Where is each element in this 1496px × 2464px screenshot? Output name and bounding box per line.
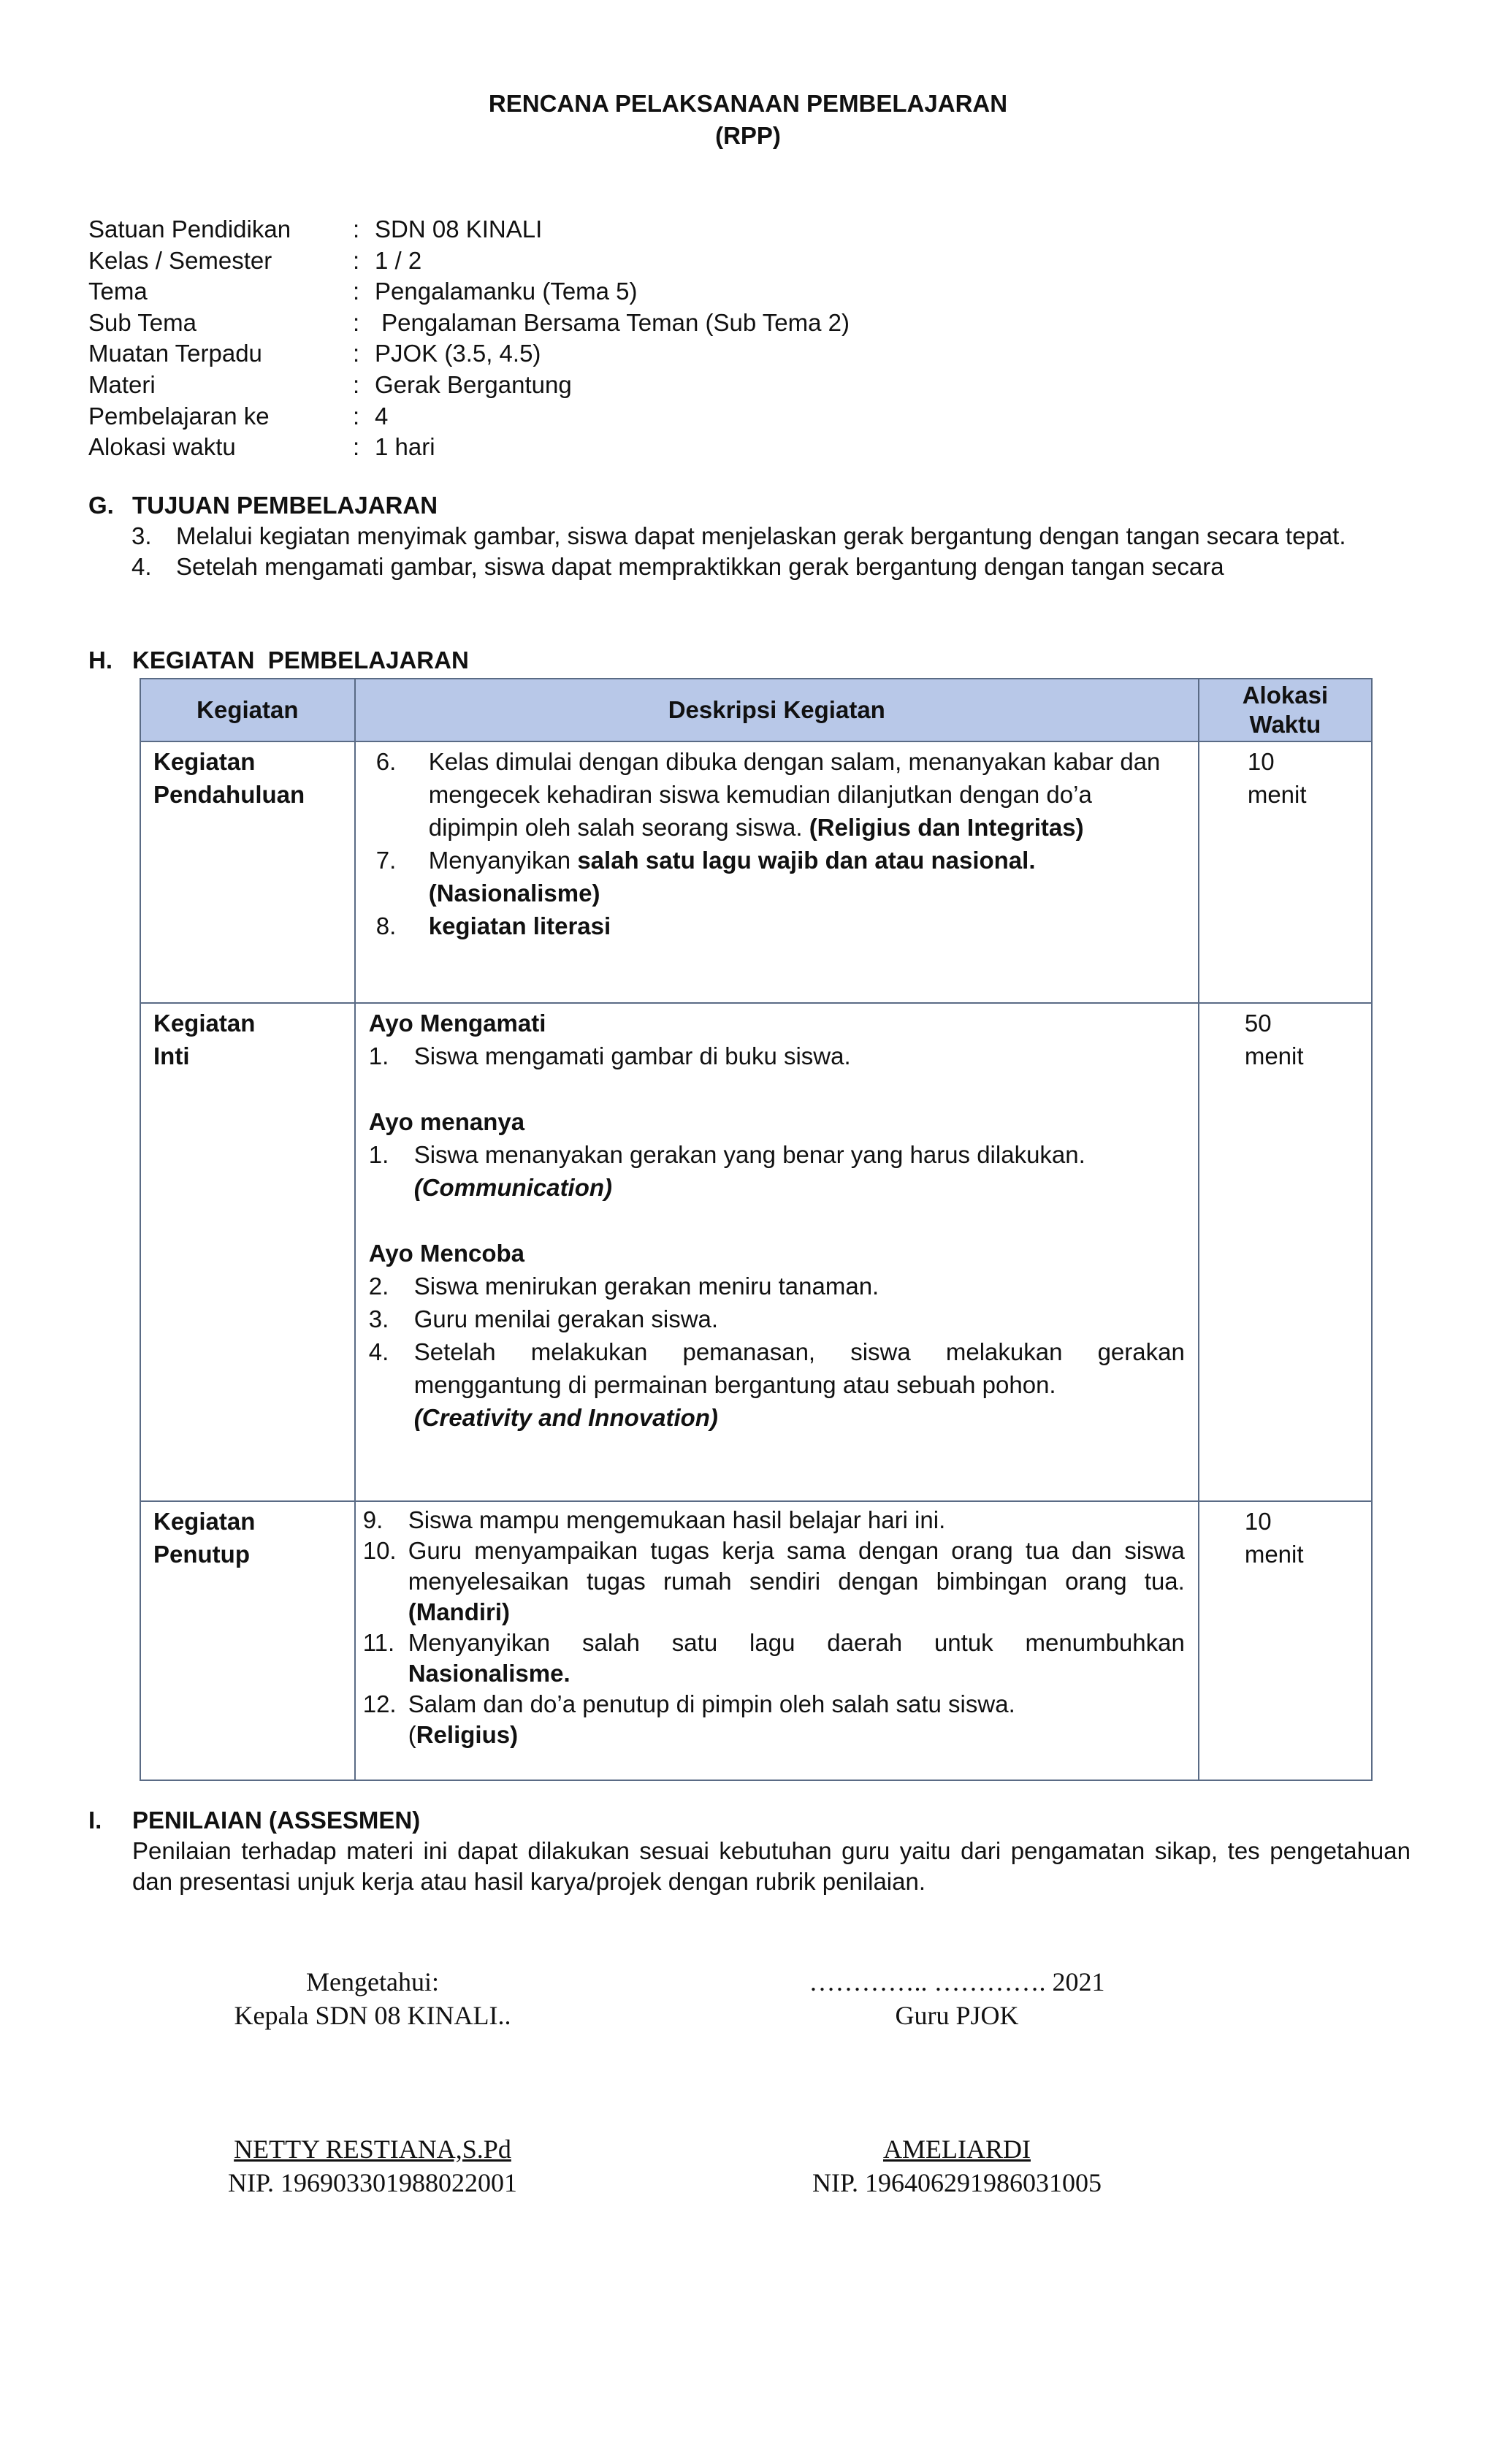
info-colon: : <box>353 215 360 243</box>
signature-date: ………….. …………. 2021 <box>809 1967 1105 1996</box>
sub-heading-menanya: Ayo menanya <box>368 1108 525 1135</box>
sub-heading-mengamati: Ayo Mengamati <box>368 1010 546 1037</box>
list-text <box>429 745 1185 844</box>
table-row <box>140 1501 1372 1780</box>
signature-right-name-block <box>745 2132 1169 2200</box>
section-title: PENILAIAN (ASSESMEN) <box>132 1807 421 1834</box>
value-tag: (Communication) <box>413 1174 613 1201</box>
list-item <box>369 1302 1185 1335</box>
list-item <box>131 552 1411 582</box>
row-label-line: Kegiatan <box>153 1010 256 1037</box>
row-label-pendahuluan <box>140 741 355 1003</box>
info-row-subtema <box>88 308 850 339</box>
list-item <box>369 1270 1185 1302</box>
list-number: 11. <box>362 1629 395 1656</box>
list-text: Siswa mengamati gambar di buku siswa. <box>413 1042 851 1069</box>
info-label: Pembelajaran ke <box>88 402 270 430</box>
info-row-tema <box>88 276 850 308</box>
section-heading <box>88 1805 1411 1836</box>
list-number: 4. <box>368 1338 389 1365</box>
list-item <box>369 1138 1185 1171</box>
list-text-plain: Kelas dimulai dengan dibuka dengan salam, menanyakan kabar dan mengecek kehadiran siswa kemudian dilanjutkan dengan do’a dipimpin oleh salah seorang siswa. <box>428 748 1161 841</box>
time-unit: menit <box>1247 781 1307 808</box>
info-label: Materi <box>88 370 156 398</box>
row-label-line: Inti <box>153 1042 190 1069</box>
time-unit: menit <box>1244 1541 1304 1568</box>
info-row-materi <box>88 370 850 401</box>
list-item <box>369 1040 1185 1072</box>
info-value: Pengalaman Bersama Teman (Sub Tema 2) <box>375 308 850 336</box>
list-text-plain: Menyanyikan <box>428 847 578 874</box>
list-item <box>363 1505 1185 1536</box>
signature-role: Guru PJOK <box>895 2001 1019 2030</box>
signature-left <box>161 1965 584 2032</box>
list-number: 2. <box>368 1273 389 1300</box>
info-label: Satuan Pendidikan <box>88 215 291 243</box>
section-title: TUJUAN PEMBELAJARAN <box>132 492 438 519</box>
info-row-alokasi <box>88 432 850 463</box>
info-value: 1 hari <box>375 433 435 461</box>
list-item <box>376 909 1185 942</box>
closing-tag-bold: Religius) <box>416 1721 519 1748</box>
signature-name: NETTY RESTIANA,S.Pd <box>234 2135 511 2164</box>
row-time-inti <box>1199 1003 1372 1501</box>
list-number: 3. <box>368 1305 389 1332</box>
signature-nip: NIP. 196406291986031005 <box>812 2168 1102 2197</box>
sub-heading-mencoba: Ayo Mencoba <box>368 1240 525 1267</box>
spacer <box>369 1204 1185 1237</box>
time-value: 50 <box>1244 1010 1272 1037</box>
row-label-line: Kegiatan <box>153 748 256 775</box>
list-number: 3. <box>131 522 152 549</box>
row-label-line: Kegiatan <box>153 1508 256 1535</box>
info-label: Kelas / Semester <box>88 246 272 274</box>
info-label: Muatan Terpadu <box>88 340 262 367</box>
info-row-kelas <box>88 245 850 277</box>
list-text-plain: Salam dan do’a penutup di pimpin oleh salah satu siswa. <box>408 1690 1015 1717</box>
list-text: Siswa menirukan gerakan meniru tanaman. <box>413 1273 879 1300</box>
list-item <box>131 521 1411 552</box>
time-unit: menit <box>1244 1042 1304 1069</box>
list-text <box>408 1505 1185 1536</box>
info-label: Alokasi waktu <box>88 433 236 461</box>
list-number: 1. <box>368 1042 389 1069</box>
time-value: 10 <box>1244 1508 1272 1535</box>
list-text-bold: Nasionalisme. <box>408 1660 570 1687</box>
section-heading <box>88 490 1411 521</box>
header-alokasi-line2: Waktu <box>1249 711 1321 738</box>
info-row-muatan <box>88 338 850 370</box>
list-number: 4. <box>131 553 152 580</box>
header-kegiatan: Kegiatan <box>140 679 355 741</box>
time-value: 10 <box>1247 748 1275 775</box>
list-text: Setelah mengamati gambar, siswa dapat mempraktikkan gerak bergantung dengan tangan secara <box>176 553 1224 580</box>
row-label-line: Penutup <box>153 1541 250 1568</box>
info-value: 4 <box>375 402 389 430</box>
header-alokasi-line1: Alokasi <box>1242 682 1329 709</box>
list-number: 12. <box>362 1690 397 1717</box>
section-letter: I. <box>88 1807 102 1834</box>
list-item <box>363 1689 1185 1720</box>
list-number: 8. <box>375 912 397 939</box>
document-title: RENCANA PELAKSANAAN PEMBELAJARAN <box>488 90 1008 117</box>
section-kegiatan <box>88 645 469 676</box>
list-text-bold: kegiatan literasi <box>428 912 611 939</box>
spacer <box>369 1072 1185 1105</box>
info-colon: : <box>353 433 360 461</box>
list-item <box>369 1335 1185 1401</box>
info-value: 1 / 2 <box>375 246 422 274</box>
info-colon: : <box>353 278 360 305</box>
list-text-plain: Menyanyikan salah satu lagu daerah untuk menumbuhkan <box>408 1629 1185 1656</box>
list-text: Guru menilai gerakan siswa. <box>413 1305 719 1332</box>
info-value: PJOK (3.5, 4.5) <box>375 340 541 367</box>
signature-role: Kepala SDN 08 KINALI.. <box>234 2001 511 2030</box>
section-penilaian <box>88 1805 1411 1897</box>
list-text <box>408 1536 1185 1628</box>
list-item <box>363 1536 1185 1628</box>
row-time-penutup <box>1199 1501 1372 1780</box>
header-deskripsi: Deskripsi Kegiatan <box>355 679 1199 741</box>
list-item <box>376 844 1185 909</box>
row-desc-pendahuluan <box>355 741 1199 1003</box>
list-text: Melalui kegiatan menyimak gambar, siswa dapat menjelaskan gerak bergantung dengan tangan secara tepat. <box>176 522 1346 549</box>
table-header-row <box>140 679 1372 741</box>
row-label-penutup <box>140 1501 355 1780</box>
section-tujuan <box>88 490 1411 582</box>
info-label: Sub Tema <box>88 308 196 336</box>
list-text <box>429 844 1185 909</box>
list-text-plain: Guru menyampaikan tugas kerja sama dengan orang tua dan siswa menyelesaikan tugas rumah sendiri dengan bimbingan orang tua. <box>408 1537 1185 1595</box>
table-row <box>140 1003 1372 1501</box>
section-heading <box>88 645 469 676</box>
row-label-line: Pendahuluan <box>153 781 305 808</box>
list-text <box>408 1689 1185 1720</box>
list-number: 10. <box>362 1537 397 1564</box>
tujuan-list <box>88 521 1411 582</box>
kegiatan-table <box>140 678 1373 1781</box>
info-colon: : <box>353 246 360 274</box>
row-time-pendahuluan <box>1199 741 1372 1003</box>
header-alokasi <box>1199 679 1372 741</box>
table-row <box>140 741 1372 1003</box>
list-number: 1. <box>368 1141 389 1168</box>
list-number: 7. <box>375 847 397 874</box>
list-item <box>363 1628 1185 1689</box>
info-row-pembelajaran <box>88 401 850 432</box>
section-letter: H. <box>88 646 112 674</box>
info-value: Gerak Bergantung <box>375 370 572 398</box>
penilaian-text: Penilaian terhadap materi ini dapat dilakukan sesuai kebutuhan guru yaitu dari pengamatan sikap, tes pengetahuan dan presentasi unjuk kerja atau hasil karya/projek dengan rubrik penilaian. <box>132 1837 1411 1895</box>
list-text-bold: (Religius dan Integritas) <box>809 814 1084 841</box>
list-number: 6. <box>375 748 397 775</box>
info-value: SDN 08 KINALI <box>375 215 543 243</box>
closing-tag-open: ( <box>408 1721 416 1748</box>
list-item <box>376 745 1185 844</box>
list-text <box>408 1628 1185 1689</box>
row-label-inti <box>140 1003 355 1501</box>
row-desc-inti <box>355 1003 1199 1501</box>
signature-caption: Mengetahui: <box>306 1967 439 1996</box>
info-row-satuan <box>88 214 850 245</box>
list-text: Setelah melakukan pemanasan, siswa melakukan gerakan menggantung di permainan bergantung atau sebuah pohon. <box>413 1338 1185 1398</box>
list-number: 9. <box>362 1506 383 1533</box>
list-text: Siswa menanyakan gerakan yang benar yang harus dilakukan. <box>413 1141 1085 1168</box>
info-label: Tema <box>88 278 148 305</box>
closing-tag <box>363 1720 1185 1750</box>
identity-block <box>88 214 850 463</box>
signature-right <box>745 1965 1169 2032</box>
section-title: KEGIATAN PEMBELAJARAN <box>132 646 469 674</box>
document-subtitle: (RPP) <box>715 122 781 149</box>
info-colon: : <box>353 308 360 336</box>
row-desc-penutup <box>355 1501 1199 1780</box>
list-text-bold: (Mandiri) <box>408 1598 511 1625</box>
info-colon: : <box>353 402 360 430</box>
section-letter: G. <box>88 492 114 519</box>
value-tag: (Creativity and Innovation) <box>413 1404 718 1431</box>
signature-left-name-block <box>161 2132 584 2200</box>
list-text-bold: salah satu lagu wajib dan atau nasional. (Nasionalisme) <box>428 847 1036 907</box>
signature-nip: NIP. 196903301988022001 <box>227 2168 518 2197</box>
info-colon: : <box>353 340 360 367</box>
info-value: Pengalamanku (Tema 5) <box>375 278 638 305</box>
list-text <box>429 909 1185 942</box>
list-text-plain: Siswa mampu mengemukaan hasil belajar hari ini. <box>408 1506 946 1533</box>
signature-name: AMELIARDI <box>883 2135 1031 2164</box>
info-colon: : <box>353 370 360 398</box>
